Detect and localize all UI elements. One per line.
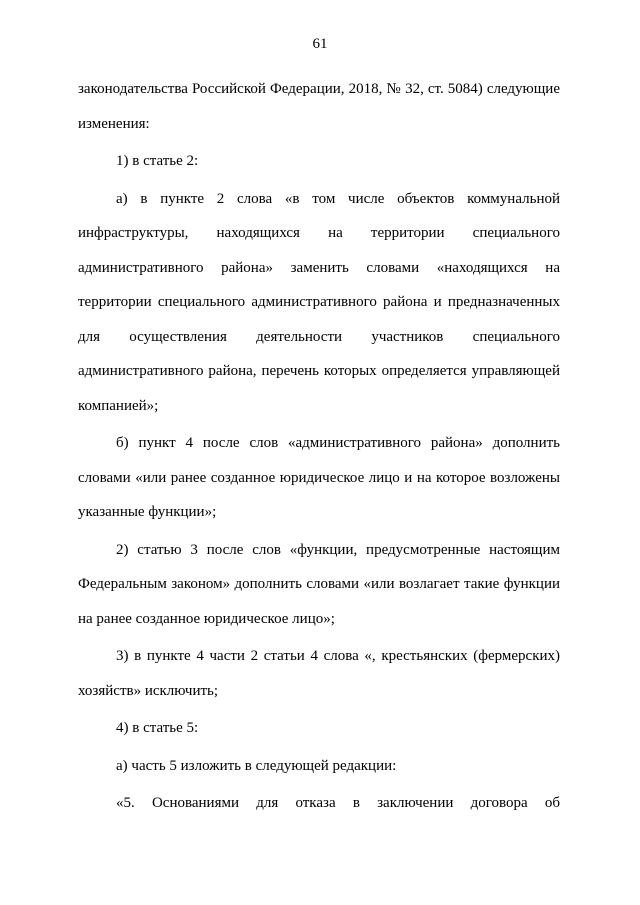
- paragraph-continuation: законодательства Российской Федерации, 2018, № 32, ст. 5084) следующие изменения:: [78, 81, 560, 132]
- document-body: [78, 72, 560, 821]
- paragraph-item-1b: б) пункт 4 после слов «административного района» дополнить словами «или ранее созданное юридическое лицо и на которое возложены указанные функции»;: [78, 435, 560, 520]
- paragraph-item-1: 1) в статье 2:: [116, 153, 199, 169]
- paragraph-item-3: 3) в пункте 4 части 2 статьи 4 слова «, крестьянских (фермерских) хозяйств» исключить;: [78, 648, 560, 699]
- paragraph-item-4: 4) в статье 5:: [116, 720, 199, 736]
- paragraph-item-2: 2) статью 3 после слов «функции, предусмотренные настоящим Федеральным законом» дополнить словами «или возлагает такие функции на ранее созданное юридическое лицо»;: [78, 541, 560, 627]
- paragraph-item-4a: а) часть 5 изложить в следующей редакции:: [116, 757, 397, 774]
- paragraph-item-quote-5: «5. Основаниями для отказа в заключении договора об: [116, 795, 560, 811]
- paragraph-item-1a: а) в пункте 2 слова «в том числе объектов коммунальной инфраструктуры, находящихся на территории специального административного района» заменить словами «находящихся на территории специального административного района и предназначенных для осуществления деятельности участников специального административного района, перечень которых определяется управляющей компанией»;: [78, 190, 560, 414]
- page-number: 61: [312, 36, 328, 52]
